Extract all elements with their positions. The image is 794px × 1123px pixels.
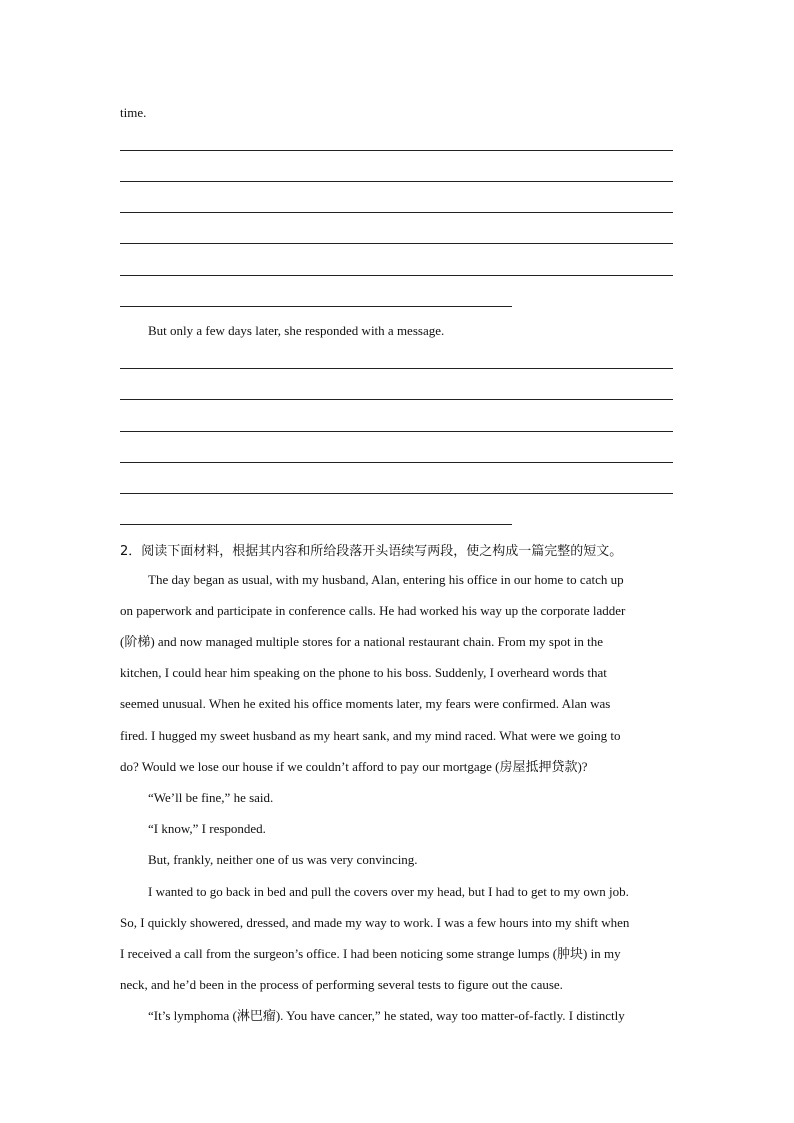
passage-line: So, I quickly showered, dressed, and made my way to work. I was a few hours into my shift when [120,915,630,930]
fragment-text: time. [120,105,147,120]
writing-line [120,431,673,432]
writing-line [120,150,673,151]
passage-line: “I know,” I responded. [148,821,266,836]
passage-line: (阶梯) and now managed multiple stores for a national restaurant chain. From my spot in the [120,634,604,649]
passage-line: fired. I hugged my sweet husband as my heart sank, and my mind raced. What were we going to [120,728,621,743]
paragraph-opener: But only a few days later, she responded with a message. [148,323,445,338]
writing-line [120,181,673,182]
passage-line: I wanted to go back in bed and pull the covers over my head, but I had to get to my own job. [148,884,629,899]
passage-line: kitchen, I could hear him speaking on the phone to his boss. Suddenly, I overheard words that [120,665,607,680]
question-heading: 2．阅读下面材料，根据其内容和所给段落开头语续写两段，使之构成一篇完整的短文。 [120,544,623,559]
writing-line [120,368,673,369]
passage-line: “It’s lymphoma (淋巴瘤). You have cancer,” he stated, way too matter-of-factly. I distinctly [148,1008,625,1023]
writing-line [120,524,512,525]
passage-line: The day began as usual, with my husband, Alan, entering his office in our home to catch up [148,572,624,587]
passage-line: do? Would we lose our house if we couldn’t afford to pay our mortgage (房屋抵押贷款)? [120,759,588,774]
passage-line: “We’ll be fine,” he said. [148,790,274,805]
writing-line [120,493,673,494]
passage-line: seemed unusual. When he exited his office moments later, my fears were confirmed. Alan was [120,696,611,711]
writing-line [120,306,512,307]
passage-line: neck, and he’d been in the process of performing several tests to figure out the cause. [120,977,563,992]
writing-line [120,399,673,400]
writing-line [120,243,673,244]
passage-line: on paperwork and participate in conference calls. He had worked his way up the corporate ladder [120,603,626,618]
writing-line [120,212,673,213]
writing-line [120,462,673,463]
writing-line [120,275,673,276]
passage-line: I received a call from the surgeon’s office. I had been noticing some strange lumps (肿块) in my [120,946,621,961]
passage-line: But, frankly, neither one of us was very convincing. [148,852,418,867]
